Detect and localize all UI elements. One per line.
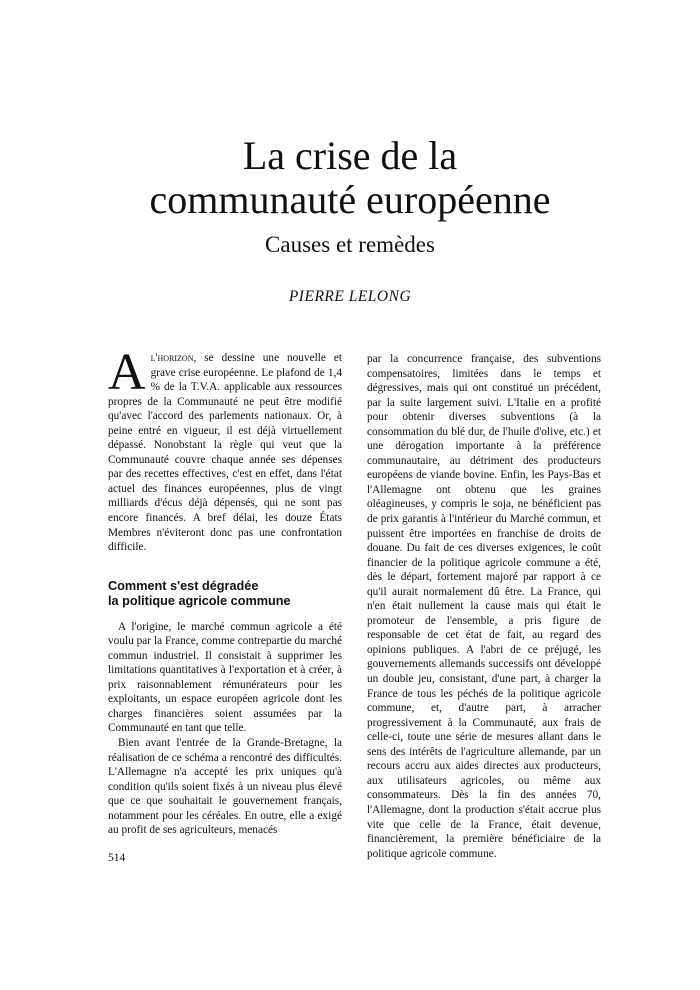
section-heading-line-1: Comment s'est dégradée bbox=[108, 578, 259, 593]
drop-cap: A bbox=[108, 344, 146, 401]
title-line-1: La crise de la bbox=[242, 133, 458, 178]
title-line-2: communauté européenne bbox=[149, 177, 551, 222]
section-heading-line-2: la politique agricole commune bbox=[108, 594, 291, 609]
article-author: PIERRE LELONG bbox=[288, 288, 412, 305]
intro-paragraph bbox=[108, 344, 342, 555]
article-subtitle: Causes et remèdes bbox=[265, 232, 435, 257]
article-title bbox=[0, 134, 700, 222]
intro-lead: l'horizon, bbox=[150, 352, 197, 364]
right-column bbox=[367, 352, 601, 861]
section-heading bbox=[108, 579, 342, 610]
paragraph-origin: A l'origine, le marché commun agricole a été voulu par la France, comme contrepartie du marché commun industriel. Il consistait à supprimer les limitations quantitatives à l'exportation et à créer, à prix raisonnablement rémunérateurs pour les exploitants, un espace européen agricole dont les charges financières soient assumées par la Communauté en tant que telle. bbox=[108, 620, 342, 735]
paragraph-difficulties: Bien avant l'entrée de la Grande-Bretagne, la réalisation de ce schéma a rencontré des difficultés. L'Allemagne n'a accepté les prix uniques qu'à condition qu'ils soient fixés à un niveau plus élevé que ce que souhaitait le gouvernement français, notamment pour les céréales. En outre, elle a exigé au profit de ses agriculteurs, menacés bbox=[108, 737, 342, 837]
left-column bbox=[108, 344, 342, 838]
paragraph-continuation: par la concurrence française, des subventions compensatoires, limitées dans le temps et dégressives, mais qui ont constitué un précédent, par la suite largement suivi. L'Italie en a profité pour obtenir diverses subventions (à la consommation du blé dur, de l'huile d'olive, etc.) et une dérogation importante à la préférence communautaire, au détriment des producteurs européens de viande bovine. Enfin, les Pays-Bas et l'Allemagne ont obtenu que les graines oléagineuses, y compris le soja, ne bénéficient pas de prix garantis à l'intérieur du Marché commun, et puissent être importées en franchise de droits de douane. Du fait de ces diverses exigences, le coût financier de la politique agricole commune a été, dès le départ, fortement majoré par rapport à ce qu'il aurait normalement dû être. La France, qui n'en était nullement la cause mais qui était le promoteur de l'ensemble, a pris figure de responsable de cet état de fait, au regard des opinions publiques. A l'abri de ce préjugé, les gouvernements allemands successifs ont développé un double jeu, consistant, d'une part, à charger la France de tous les péchés de la politique agricole commune, et, d'autre part, à arracher progressivement à la Communauté, aux frais de celle-ci, toute une série de mesures allant dans le sens des intérêts de l'agriculture allemande, par un recours accru aux aides directes aux producteurs, aux utilisateurs agricoles, ou même aux consommateurs. Dès la fin des années 70, l'Allemagne, dont la production s'était accrue plus vite que celle de la France, était devenue, financièrement, la première bénéficiaire de la politique agricole commune. bbox=[367, 353, 601, 860]
intro-text: se dessine une nouvelle et grave crise européenne. Le plafond de 1,4 % de la T.V.A. applicable aux ressources propres de la Communauté ne peut être modifié qu'avec l'accord des parlements nationaux. Or, à peine entré en vigueur, il est déjà virtuellement dépassé. Nonobstant la règle qui veut que la Communauté couvre chaque année ses dépenses par des recettes effectives, c'est en effet, dans l'état actuel des finances européennes, plus de vingt milliards d'écus déjà dépensés, qui ne sont pas encore financés. A bref délai, les douze États Membres n'éviteront donc pas une confrontation difficile. bbox=[108, 352, 342, 554]
page-number: 514 bbox=[108, 852, 126, 864]
